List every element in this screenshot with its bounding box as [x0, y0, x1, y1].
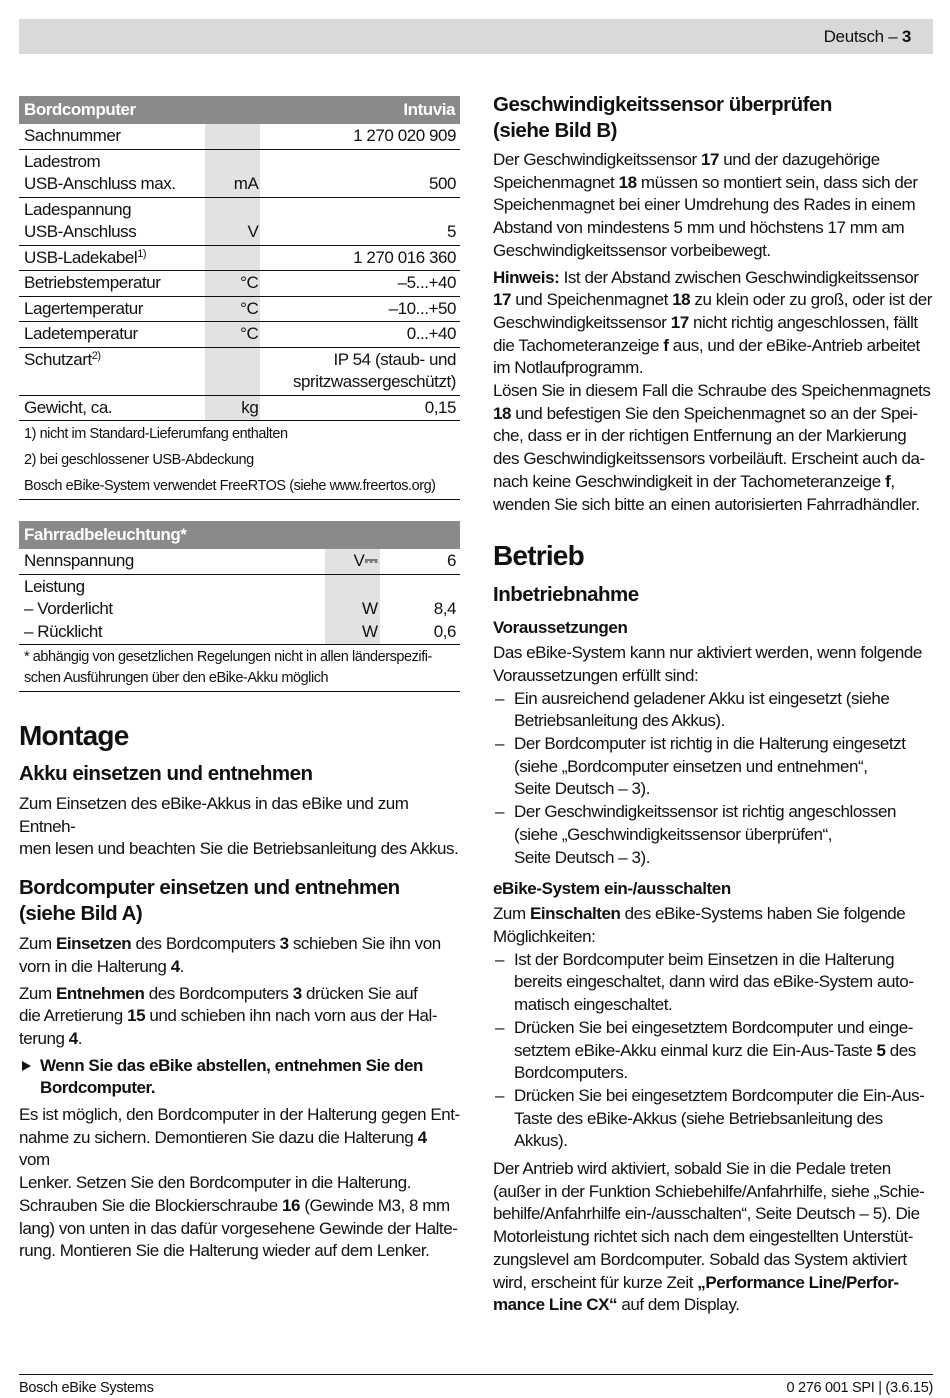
paragraph: Der Antrieb wird aktiviert, sobald Sie in die Pedale treten (außer in der Funktion Schiebehilfe/Anfahrhilfe, siehe „Schie- behilfe/Anfahrhilfe ein-/ausschalten“, Seite Deutsch – 5). Die Motorleistung richtet sich nach dem eingestellten Unterstüt- zungslevel am Bordcomputer. Sobald das System aktiviert wird, erscheint für kurze Zeit „Performance Line/Perfor- mance Line CX“ auf dem Display. — [493, 1159, 925, 1315]
table-row: Sachnummer 1 270 020 909 — [19, 124, 460, 149]
footnote: Bosch eBike-System verwendet FreeRTOS (siehe www.freertos.org) — [19, 473, 460, 500]
table-row: Betriebstemperatur °C –5...+40 — [19, 271, 460, 297]
lighting-spec-table — [19, 521, 460, 692]
footnote: * abhängig von gesetzlichen Regelungen nicht in allen länderspezifi- schen Ausführungen über den eBike-Akku möglich — [19, 645, 460, 692]
section-montage — [19, 720, 460, 1263]
page-header-bar — [19, 19, 933, 54]
table-row: Leistung – Vorderlicht – Rücklicht W W 8,4 0,6 — [19, 574, 460, 645]
page-number: Deutsch – 3 — [823, 27, 911, 46]
table-title: Bordcomputer — [19, 96, 205, 124]
heading-montage: Montage — [19, 720, 129, 751]
right-column — [493, 92, 935, 1317]
table-row: Ladestrom USB-Anschluss max. mA 500 — [19, 149, 460, 197]
table-row: Ladespannung USB-Anschluss V 5 — [19, 197, 460, 245]
footer-docnumber: 0 276 001 SPI | (3.6.15) — [786, 1380, 933, 1396]
heading-akku: Akku einsetzen und entnehmen — [19, 762, 313, 785]
paragraph: Der Geschwindigkeitssensor 17 und der dazugehörige Speichenmagnet 18 müssen so montiert sein, dass sich der Speichenmagnet bei einer Umdrehung des Rades in einem Abstand von mindestens 5 mm und höchstens 17 mm am Geschwindigkeitssensor vorbeibewegt. — [493, 150, 918, 260]
heading-inbetriebnahme: Inbetriebnahme — [493, 583, 639, 607]
paragraph: Zum Einschalten des eBike-Systems haben Sie folgende Möglichkeiten: — [493, 904, 906, 946]
list-item: – Drücken Sie bei eingesetztem Bordcomputer die Ein-Aus- Taste des eBike-Akkus (siehe Betriebsanleitung des Akkus). — [495, 1085, 925, 1151]
paragraph: Es ist möglich, den Bordcomputer in der Halterung gegen Ent- nahme zu sichern. Demontieren Sie dazu die Halterung 4 vom Lenker. Setzen Sie den Bordcomputer in die Halterung. Schrauben Sie die Blockierschraube 16 (Gewinde M3, 8 mm lang) von unten in das dafür vorgesehene Gewinde der Halte- rung. Montieren Sie die Halterung wieder auf dem Lenker. — [19, 1105, 460, 1261]
heading-geschwindigkeitssensor: Geschwindigkeitssensor überprüfen (siehe Bild B) — [493, 93, 832, 142]
table-row: Lagertemperatur °C –10...+50 — [19, 296, 460, 322]
footer-company: Bosch eBike Systems — [19, 1380, 154, 1396]
table-product: Intuvia — [260, 96, 460, 124]
table-row: Schutzart$^{2)}$ IP 54 (staub- und spritzwassergeschützt) — [19, 347, 460, 395]
footnote: 1) nicht im Standard-Lieferumfang enthalten — [24, 426, 288, 442]
paragraph: Zum Entnehmen des Bordcomputers 3 drücken Sie auf die Arretierung 15 und schieben ihn nach vorn aus der Hal- terung 4. — [19, 983, 438, 1048]
list-item: – Ein ausreichend geladener Akku ist eingesetzt (siehe Betriebsanleitung des Akkus). — [495, 688, 890, 731]
list-item: – Der Bordcomputer ist richtig in die Halterung eingesetzt (siehe „Bordcomputer einsetzen und entnehmen“, Seite Deutsch – 3). — [495, 734, 906, 799]
table-row: Nennspannung V⎓ 6 — [19, 549, 460, 574]
footnote: 2) bei geschlossener USB-Abdeckung — [24, 452, 254, 468]
heading-ein-ausschalten: eBike-System ein-/ausschalten — [493, 879, 731, 899]
table-title: Fahrradbeleuchtung* — [19, 521, 460, 549]
list-item: – Drücken Sie bei eingesetztem Bordcomputer und einge- setztem eBike-Akku einmal kurz die Ein-Aus-Taste 5 des Bordcomputers. — [495, 1017, 916, 1083]
table-row: USB-Ladekabel$^{1)}$ 1 270 016 360 — [19, 245, 460, 271]
bordcomputer-spec-table — [19, 96, 460, 500]
paragraph: Zum Einsetzen des Bordcomputers 3 schieben Sie ihn von vorn in die Halterung 4. — [19, 934, 441, 976]
page-footer — [19, 1374, 933, 1396]
list-item: – Ist der Bordcomputer beim Einsetzen in die Halterung bereits eingeschaltet, dann wird das eBike-System auto- matisch eingeschaltet. — [495, 949, 914, 1015]
table-row: Ladetemperatur °C 0...+40 — [19, 322, 460, 348]
paragraph-hinweis: Hinweis: Ist der Abstand zwischen Geschwindigkeitssensor 17 und Speichenmagnet 18 zu klein oder zu groß, oder ist der Geschwindigkeitssensor 17 nicht richtig angeschlossen, fällt die Tachometeranzeige f aus, und der eBike-Antrieb arbeitet im Notlaufprogramm. Lösen Sie in diesem Fall die Schraube des Speichenmagnets 18 und befestigen Sie den Speichenmagnet so an der Spei- che, dass er in der richtigen Entfernung an der Markierung des Geschwindigkeitssensors vorbeiläuft. Erscheint auch da- nach keine Geschwindigkeit in der Tachometeranzeige f, wenden Sie sich bitte an einen autorisierten Fahrradhändler. — [493, 267, 932, 514]
arrow-bullet-icon — [22, 1061, 31, 1071]
heading-betrieb: Betrieb — [493, 540, 584, 572]
list-item: – Der Geschwindigkeitssensor ist richtig angeschlossen (siehe „Geschwindigkeitssensor überprüfen“, Seite Deutsch – 3). — [495, 802, 896, 867]
table-row: Gewicht, ca. kg 0,15 — [19, 395, 460, 421]
paragraph: Zum Einsetzen des eBike-Akkus in das eBike und zum Entneh- men lesen und beachten Sie die Betriebsanleitung des Akkus. — [19, 794, 459, 859]
heading-voraussetzungen: Voraussetzungen — [493, 618, 628, 638]
paragraph: Das eBike-System kann nur aktiviert werden, wenn folgende Voraussetzungen erfüllt sind: — [493, 643, 922, 685]
left-column — [19, 96, 460, 1263]
heading-bordcomputer: Bordcomputer einsetzen und entnehmen (siehe Bild A) — [19, 876, 400, 926]
warning-note: Wenn Sie das eBike abstellen, entnehmen Sie den Bordcomputer. — [19, 1055, 460, 1100]
